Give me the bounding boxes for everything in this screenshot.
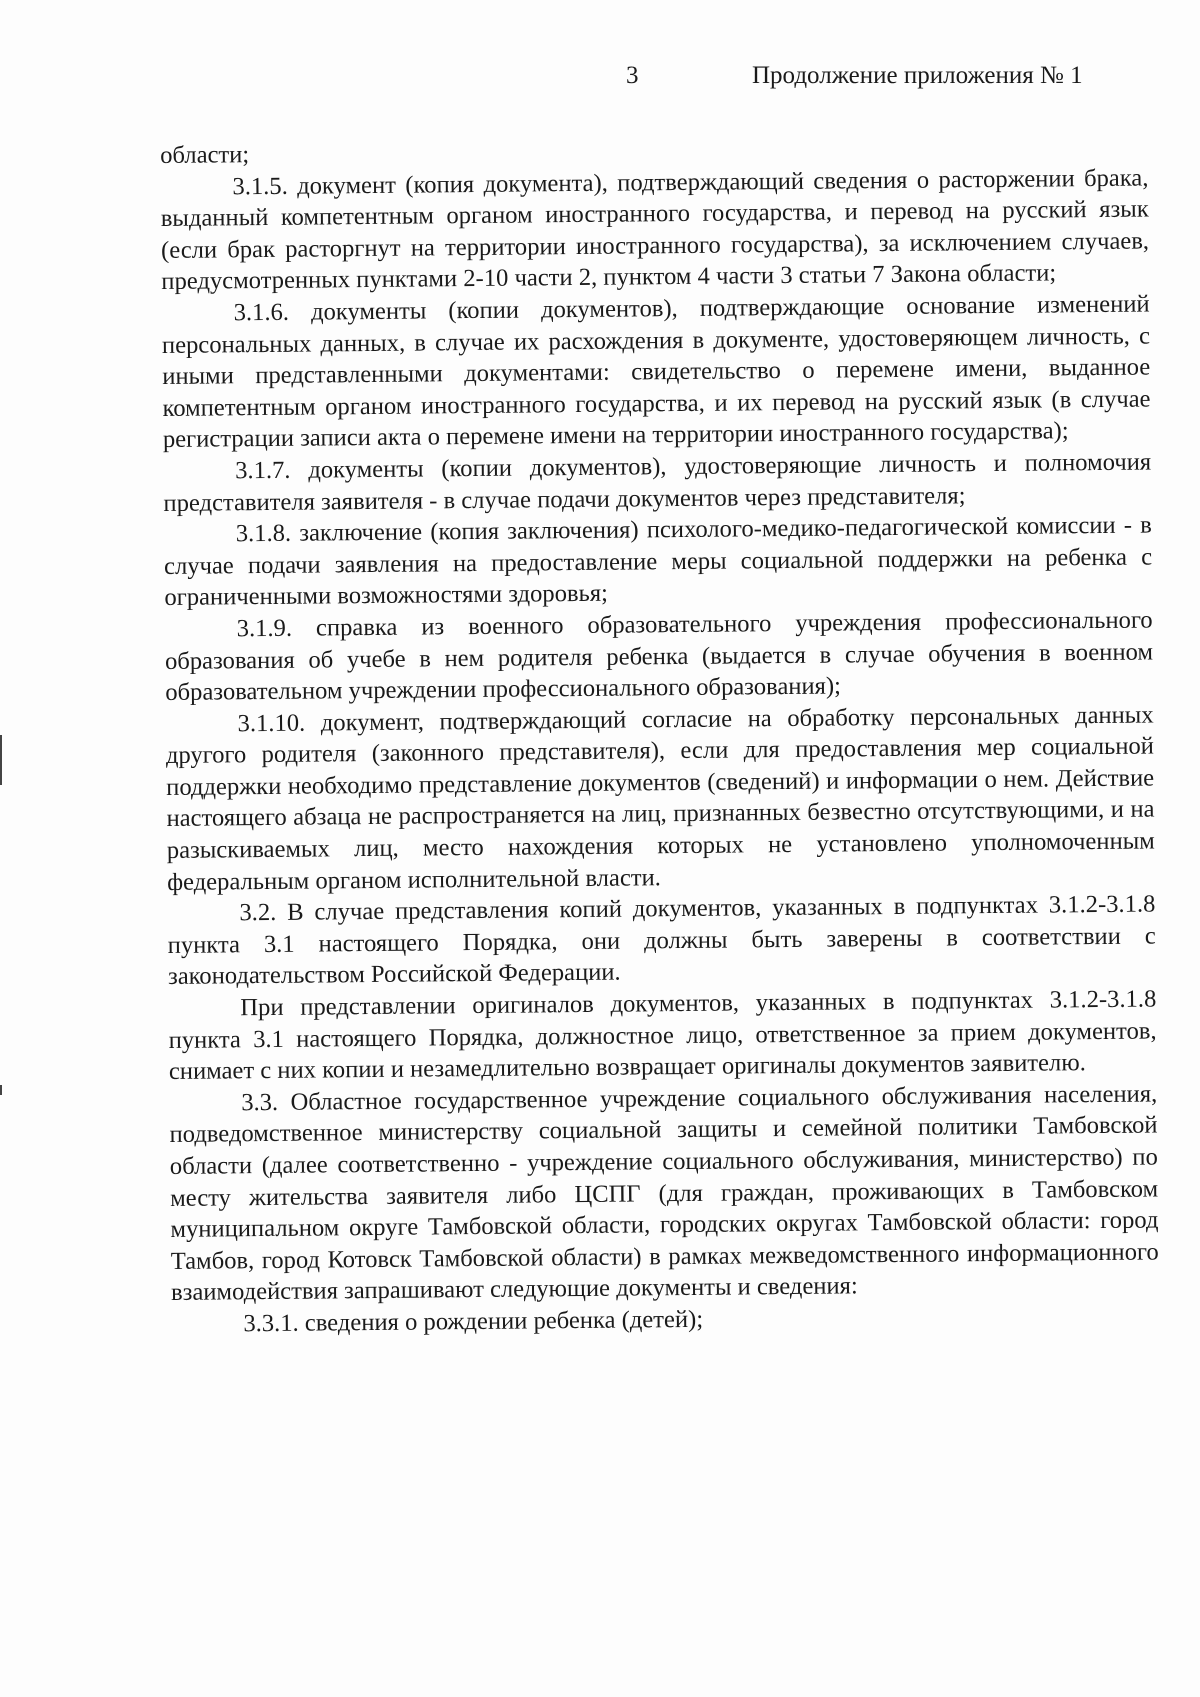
document-body bbox=[160, 131, 1159, 1341]
paragraph-3-1-9: 3.1.9. справка из военного образовательного учреждения профессионального образования об учебе в нем родителя ребенка (выдается в случае обучения в военном образовательном учреждении профессионального образования); bbox=[164, 606, 1154, 707]
paragraph-3-1-10: 3.1.10. документ, подтверждающий согласие на обработку персональных данных другого родителя (законного представителя), если для предоставления мер социальной поддержки необходимо представление документов (сведений) и информации о нем. Действие настоящего абзаца не распространяется на лиц, признанных безвестно отсутствующими, и на разыскиваемых лиц, место нахождения которых не установлено уполномоченным федеральным органом исполнительной власти. bbox=[165, 701, 1155, 896]
paragraph-3-1-5: 3.1.5. документ (копия документа), подтверждающий сведения о расторжении брака, выданный компетентным органом иностранного государства, и перевод на русский язык (если брак расторгнут на территории иностранного государства), за исключением случаев, предусмотренных пунктами 2-10 части 2, пунктом 4 части 3 статьи 7 Закона области; bbox=[160, 164, 1150, 296]
header-title: Продолжение приложения № 1 bbox=[752, 62, 1083, 89]
page-header bbox=[0, 62, 1200, 102]
paragraph-3-1-7: 3.1.7. документы (копии документов), удостоверяющие личность и полномочия представителя заявителя - в случае подачи документов через представителя; bbox=[163, 448, 1152, 517]
paragraph-3-1-6: 3.1.6. документы (копии документов), подтверждающие основание изменений персональных данных, в случае их расхождения в документе, удостоверяющем личность, с иными представленными документами: свидетельство о перемене имени, выданное компетентным органом иностранного государства, и их перевод на русский язык (в случае регистрации записи акта о перемене имени на территории иностранного государства); bbox=[161, 290, 1151, 454]
paragraph-3-1-8: 3.1.8. заключение (копия заключения) психолого-медико-педагогической комиссии - в случае подачи заявления на предоставление меры социальной поддержки на ребенка с ограниченными возможностями здоровья; bbox=[163, 511, 1153, 612]
paragraph-3-3: 3.3. Областное государственное учреждение социального обслуживания населения, подведомственное министерству социальной защиты и семейной политики Тамбовской области (далее соответственно - учреждение социального обслуживания, министерство) по месту жительства заявителя либо ЦСПГ (для граждан, проживающих в Тамбовском муниципальном округе Тамбовской области, городских округах Тамбовской области: город Тамбов, город Котовск Тамбовской области) в рамках межведомственного информационного взаимодействия запрашивают следующие документы и сведения: bbox=[169, 1080, 1159, 1307]
scan-edge-mark bbox=[0, 735, 2, 785]
scan-edge-mark bbox=[0, 1085, 2, 1095]
page-number: 3 bbox=[626, 62, 639, 89]
paragraph-continuation: области; bbox=[160, 141, 250, 169]
paragraph-3-2-originals: При представлении оригиналов документов, указанных в подпунктах 3.1.2-3.1.8 пункта 3.1 настоящего Порядка, должностное лицо, ответственное за прием документов, снимает с них копии и незамедлительно возвращает оригиналы документов заявителю. bbox=[168, 985, 1157, 1086]
paragraph-3-3-1: 3.3.1. сведения о рождении ребенка (детей); bbox=[243, 1305, 704, 1338]
paragraph-3-2: 3.2. В случае представления копий документов, указанных в подпунктах 3.1.2-3.1.8 пункта 3.1 настоящего Порядка, они должны быть заверены в соответствии с законодательством Российской Федерации. bbox=[167, 890, 1156, 991]
